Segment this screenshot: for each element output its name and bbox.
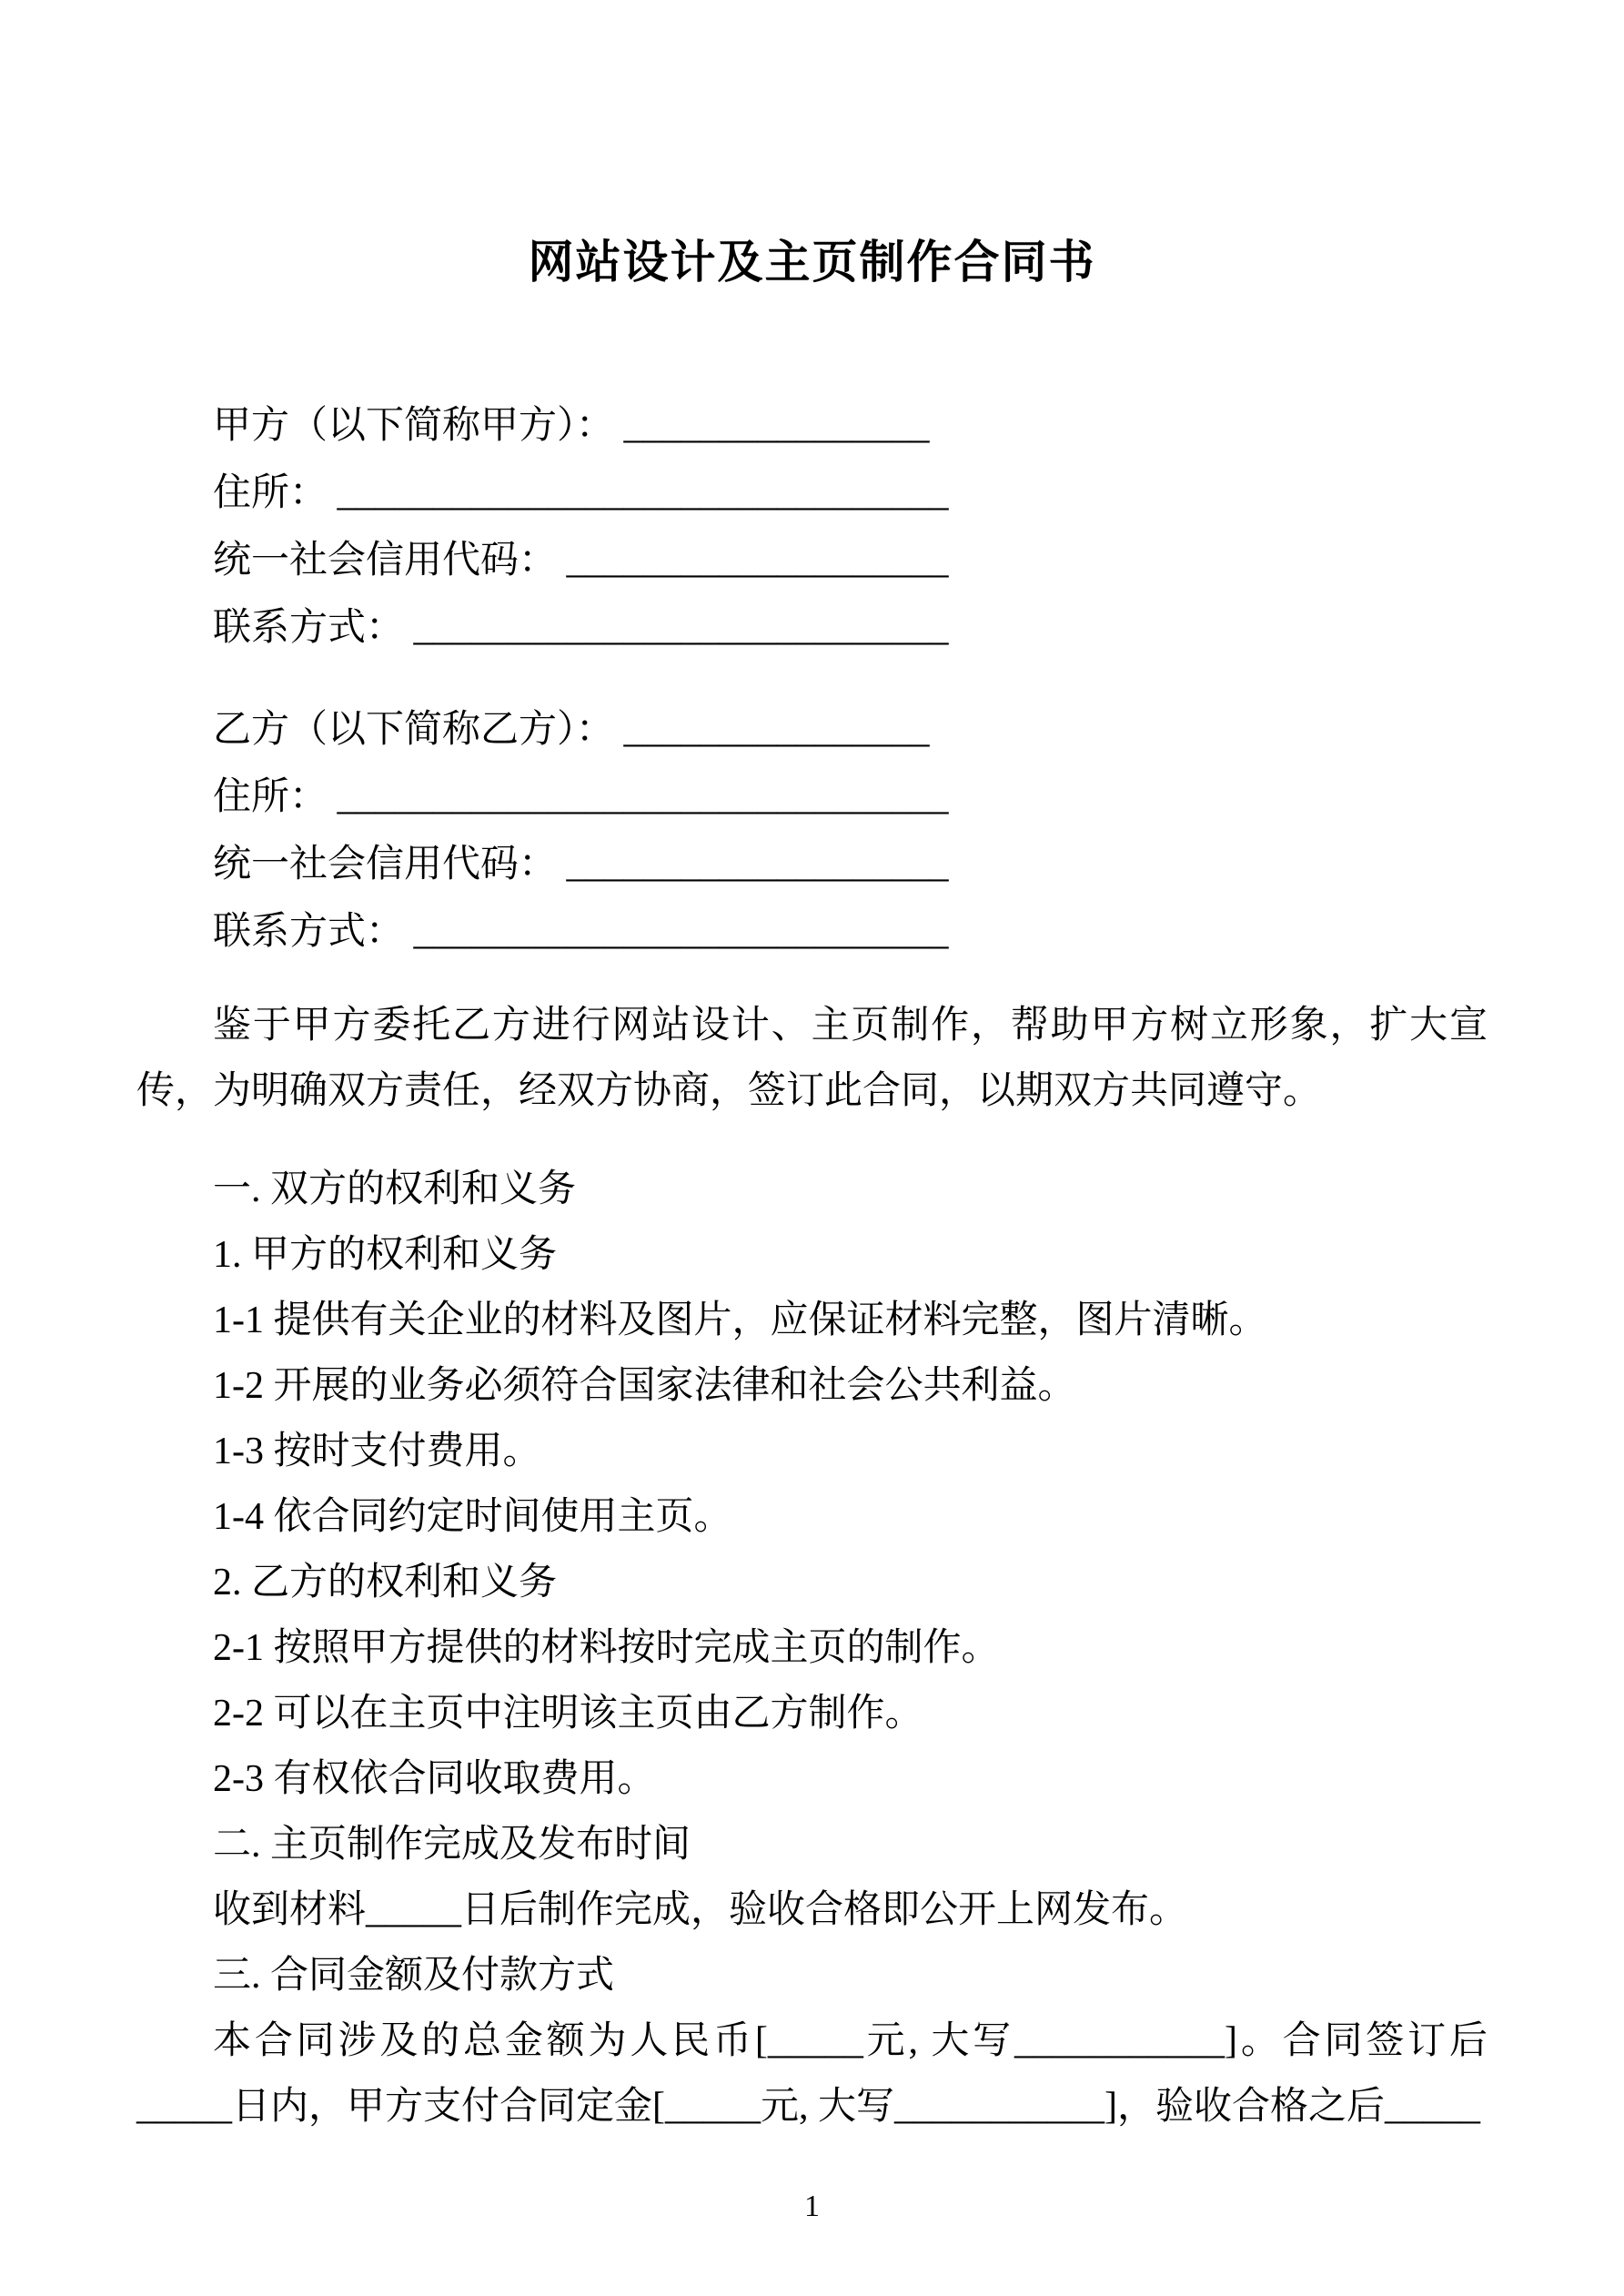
party-a-credit-code-line	[136, 527, 1488, 594]
party-b-credit-code-label: 统一社会信用代码：	[213, 844, 558, 885]
contract-clauses	[136, 1157, 1488, 2139]
clause-paragraph: 三. 合同金额及付款方式	[213, 1955, 615, 1997]
party-a-block	[136, 392, 1488, 662]
clause-paragraph: 本合同涉及的总金额为人民币[_____元, 大写___________]。合同签订后_____日内，甲方支付合同定金[_____元, 大写___________]，验收合格之后_____	[136, 2020, 1488, 2128]
clause-paragraph: 2-1 按照甲方提供的材料按时完成主页的制作。	[213, 1627, 1000, 1669]
party-b-credit-code-blank: ____________________	[566, 844, 949, 885]
party-a-name-label: 甲方（以下简称甲方）：	[213, 405, 615, 447]
clause-paragraph: 1. 甲方的权利和义务	[213, 1234, 558, 1276]
clause-paragraph: 2-2 可以在主页中注明该主页由乙方制作。	[213, 1693, 923, 1735]
party-a-address-label: 住所：	[213, 472, 328, 514]
party-b-address-line	[136, 764, 1488, 831]
clause-paragraph: 一. 双方的权利和义务	[213, 1168, 577, 1210]
document-title: 网站设计及主页制作合同书	[528, 237, 1096, 288]
party-a-contact-label: 联系方式：	[213, 607, 405, 649]
clause-paragraph: 1-4 依合同约定时间使用主页。	[213, 1496, 732, 1538]
party-b-name-blank: ________________	[623, 709, 930, 751]
party-a-name-line	[136, 392, 1488, 460]
party-b-credit-code-line	[136, 831, 1488, 898]
party-b-address-blank: ________________________________	[337, 776, 949, 818]
clause-paragraph: 收到材料_____日后制作完成，验收合格即公开上网发布。	[213, 1889, 1188, 1931]
party-b-name-line	[136, 696, 1488, 764]
clause-paragraph: 2. 乙方的权利和义务	[213, 1562, 558, 1603]
party-b-contact-label: 联系方式：	[213, 911, 405, 953]
party-b-name-label: 乙方（以下简称乙方）：	[213, 709, 615, 751]
preamble-paragraph: 鉴于甲方委托乙方进行网站设计、主页制作，帮助甲方树立形象，扩大宣传，为明确双方责任，经双方协商，签订此合同，以期双方共同遵守。	[136, 1005, 1488, 1112]
page-number: 1	[804, 2190, 820, 2223]
party-b-contact-line	[136, 898, 1488, 966]
party-a-address-blank: ________________________________	[337, 472, 949, 514]
party-b-block	[136, 696, 1488, 966]
clause-paragraph: 1-3 按时支付费用。	[213, 1431, 541, 1472]
party-b-contact-blank: ____________________________	[413, 911, 949, 953]
party-b-address-label: 住所：	[213, 776, 328, 818]
party-a-credit-code-label: 统一社会信用代码：	[213, 540, 558, 582]
party-a-credit-code-blank: ____________________	[566, 540, 949, 582]
clause-paragraph: 二. 主页制作完成及发布时间	[213, 1824, 691, 1866]
party-a-name-blank: ________________	[623, 405, 930, 447]
clause-paragraph: 1-1 提供有关企业的材料及图片，应保证材料完整，图片清晰。	[213, 1300, 1267, 1341]
party-a-address-line	[136, 460, 1488, 527]
clause-paragraph: 2-3 有权依合同收取费用。	[213, 1758, 656, 1800]
party-a-contact-blank: ____________________________	[413, 607, 949, 649]
clause-paragraph: 1-2 开展的业务必须符合国家法律和社会公共利益。	[213, 1365, 1076, 1407]
party-a-contact-line	[136, 594, 1488, 662]
